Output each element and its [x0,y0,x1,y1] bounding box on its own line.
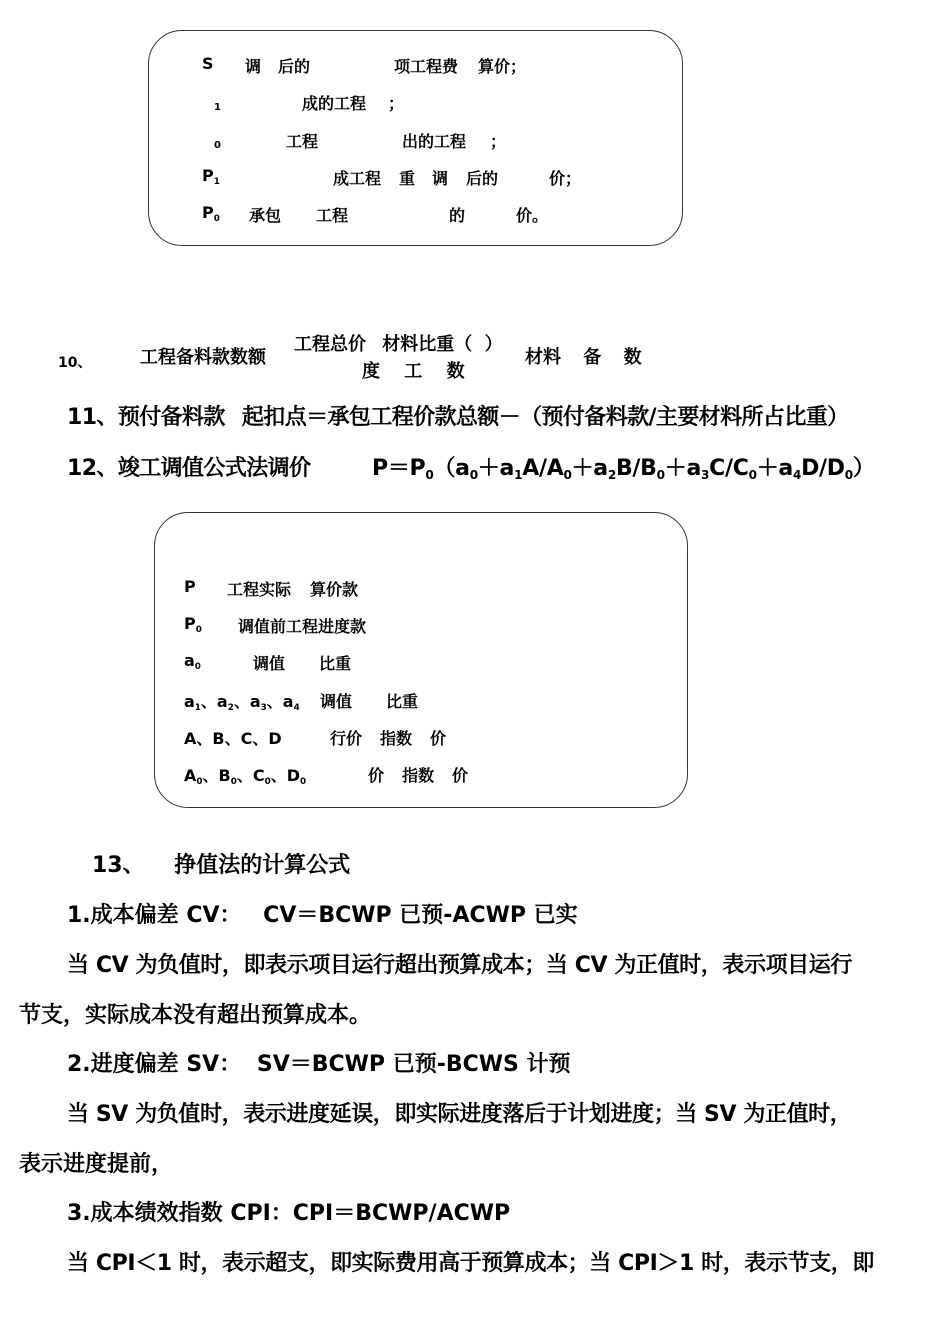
item11-title: 11、预付备料款 [67,405,225,430]
box1-row-5: $P_0$ 承包 工程 的 价。 [202,203,549,225]
item12-title: 12、竣工调值公式法调价 [67,456,311,481]
box2-row-1: P 工程实际 算价款 [184,577,359,599]
item11-formula: 起扣点＝承包工程价款总额－（预付备料款/主要材料所占比重） [241,405,849,430]
cv-description-line-1: 当 CV 为负值时，即表示项目运行超出预算成本；当 CV 为正值时，表示项目运行 [67,953,852,978]
box1-row-1: S 调 后的 项工程费 算价； [202,54,527,76]
box2-row-3: $a_0$ 调值 比重 [184,651,352,673]
item10-label: 工程备料款数额 [140,347,266,368]
box2-row-2: $P_0$ 调值前工程进度款 [184,614,367,636]
cv-description-line-2: 节支，实际成本没有超出预算成本。 [19,1003,372,1028]
item10-numerator: 工程总价 材料比重（ ） [294,334,503,355]
sv-heading: 2.进度偏差 SV： SV＝BCWP 已预-BCWS 计预 [67,1052,571,1077]
cv-heading: 1.成本偏差 CV： CV＝BCWP 已预-ACWP 已实 [67,903,578,928]
item10-denominator: 度 工 数 [362,361,465,382]
item10-right: 材料 备 数 [525,347,642,368]
item12-formula: $P=P_0(a_0+a_1A/A_0+a_2B/B_0+a_3C/C_0+a_4D/D_0)$ [372,456,875,483]
cpi-description-line-1: 当 CPI＜1 时，表示超支，即实际费用高于预算成本；当 CPI＞1 时，表示节支，即 [67,1251,874,1276]
box2-row-6: $A_0$、$B_0$、$C_0$、$D_0$ 价 指数 价 [184,766,469,788]
sv-description-line-2: 表示进度提前， [19,1152,174,1177]
cpi-heading: 3.成本绩效指数 CPI：CPI＝BCWP/ACWP [67,1201,511,1226]
box2-row-4: $a_1$、$a_2$、$a_3$、$a_4$ 调值 比重 [184,692,419,714]
box1-row-4: $P_1$ 成工程 重 调 后的 价； [202,166,582,188]
sv-description-line-1: 当 SV 为负值时，表示进度延误，即实际进度落后于计划进度；当 SV 为正值时， [67,1102,852,1127]
item10-number: 10、 [58,355,92,371]
box2-row-5: A、B、C、D 行价 指数 价 [184,729,447,748]
item13-heading: 13、 挣值法的计算公式 [92,853,351,878]
item11-line [67,400,849,431]
